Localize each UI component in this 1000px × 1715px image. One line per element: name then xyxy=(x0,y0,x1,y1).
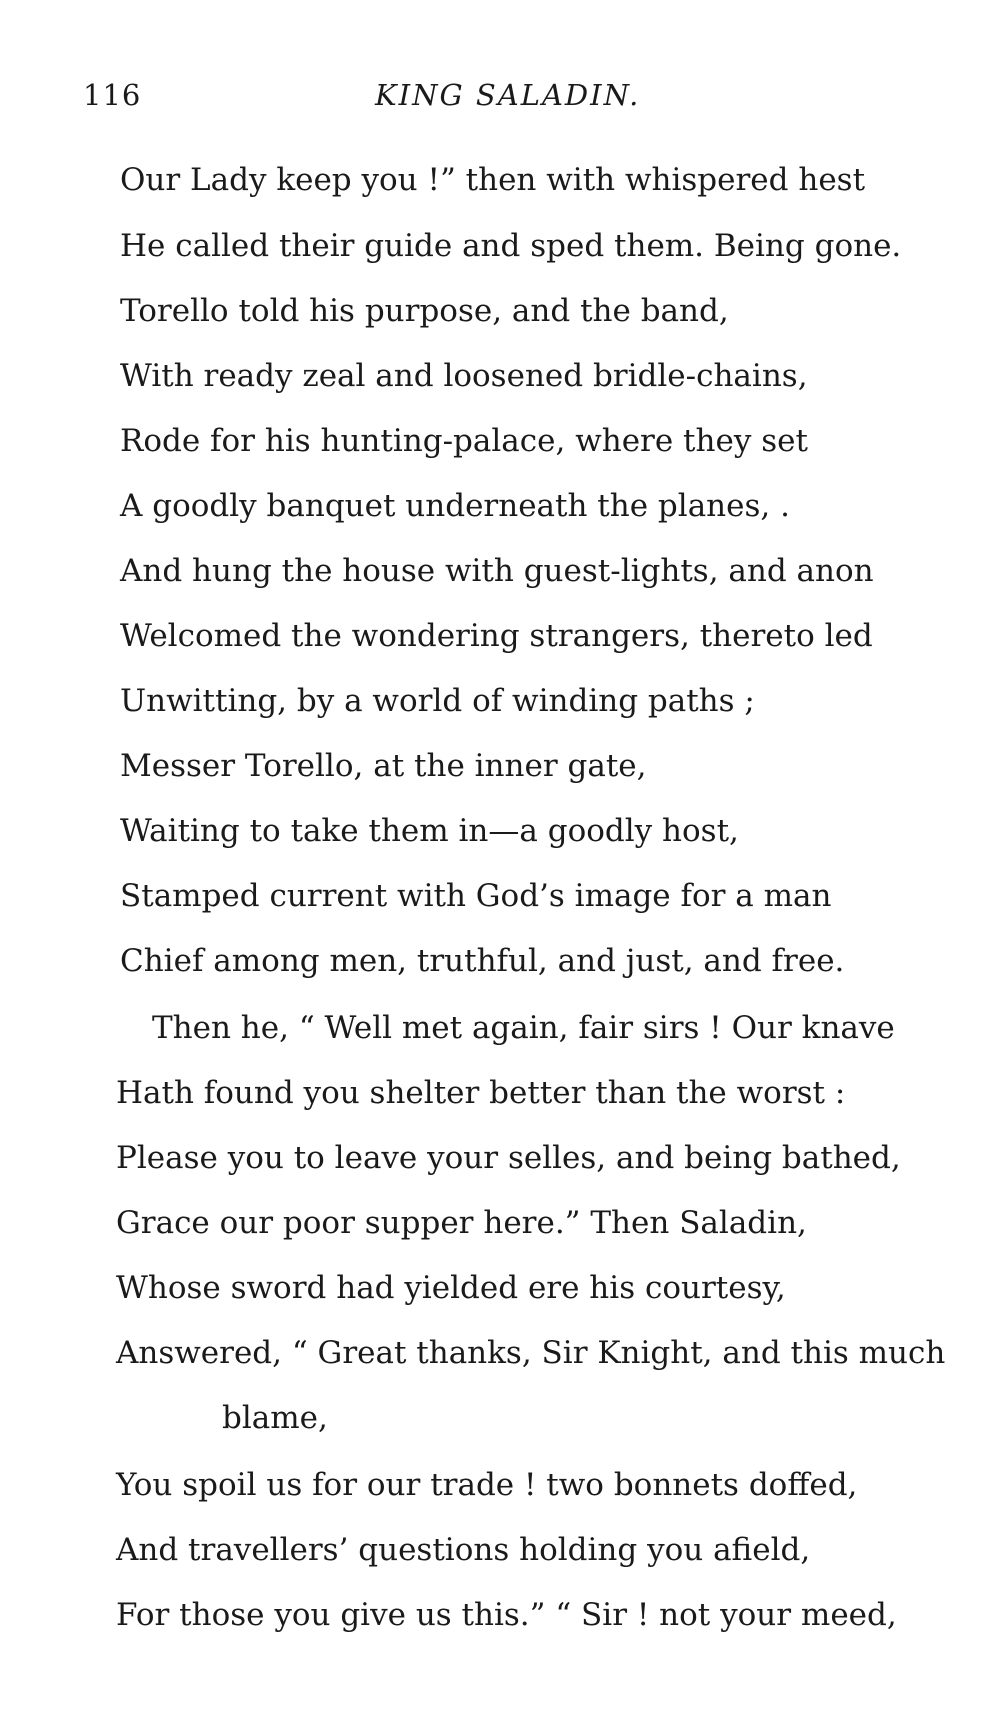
poem-line: Rode for his hunting-palace, where they set xyxy=(120,423,808,459)
poem-line: Whose sword had yielded ere his courtesy, xyxy=(116,1270,786,1306)
poem-line: Stamped current with God’s image for a man xyxy=(120,878,832,914)
poem-line: With ready zeal and loosened bridle-chains, xyxy=(120,358,808,394)
poem-line: Answered, “ Great thanks, Sir Knight, and this much xyxy=(116,1335,946,1371)
poem-line: And travellers’ questions holding you afield, xyxy=(116,1532,811,1568)
poem-line: For those you give us this.” “ Sir ! not your meed, xyxy=(116,1597,897,1633)
poem-line: Welcomed the wondering strangers, thereto led xyxy=(120,618,873,654)
poem-line: Chief among men, truthful, and just, and free. xyxy=(120,943,845,979)
running-title: KING SALADIN. xyxy=(375,78,641,112)
poem-line: Torello told his purpose, and the band, xyxy=(120,293,729,329)
poem-line: Grace our poor supper here.” Then Saladin, xyxy=(116,1205,807,1241)
poem-line: Messer Torello, at the inner gate, xyxy=(120,748,647,784)
poem-line: Hath found you shelter better than the worst : xyxy=(116,1075,846,1111)
poem-line: Then he, “ Well met again, fair sirs ! Our knave xyxy=(152,1010,895,1046)
poem-line: Please you to leave your selles, and being bathed, xyxy=(116,1140,901,1176)
page-number: 116 xyxy=(83,78,142,112)
poem-line: Unwitting, by a world of winding paths ; xyxy=(120,683,755,719)
poem-line: blame, xyxy=(222,1400,328,1436)
poem-line: Waiting to take them in—a goodly host, xyxy=(120,813,739,849)
poem-line: A goodly banquet underneath the planes, . xyxy=(120,488,790,524)
poem-line: Our Lady keep you !” then with whispered hest xyxy=(120,162,866,198)
poem-line: And hung the house with guest-lights, and anon xyxy=(120,553,874,589)
poem-line: He called their guide and sped them. Being gone. xyxy=(120,228,902,264)
poem-line: You spoil us for our trade ! two bonnets doffed, xyxy=(116,1467,858,1503)
